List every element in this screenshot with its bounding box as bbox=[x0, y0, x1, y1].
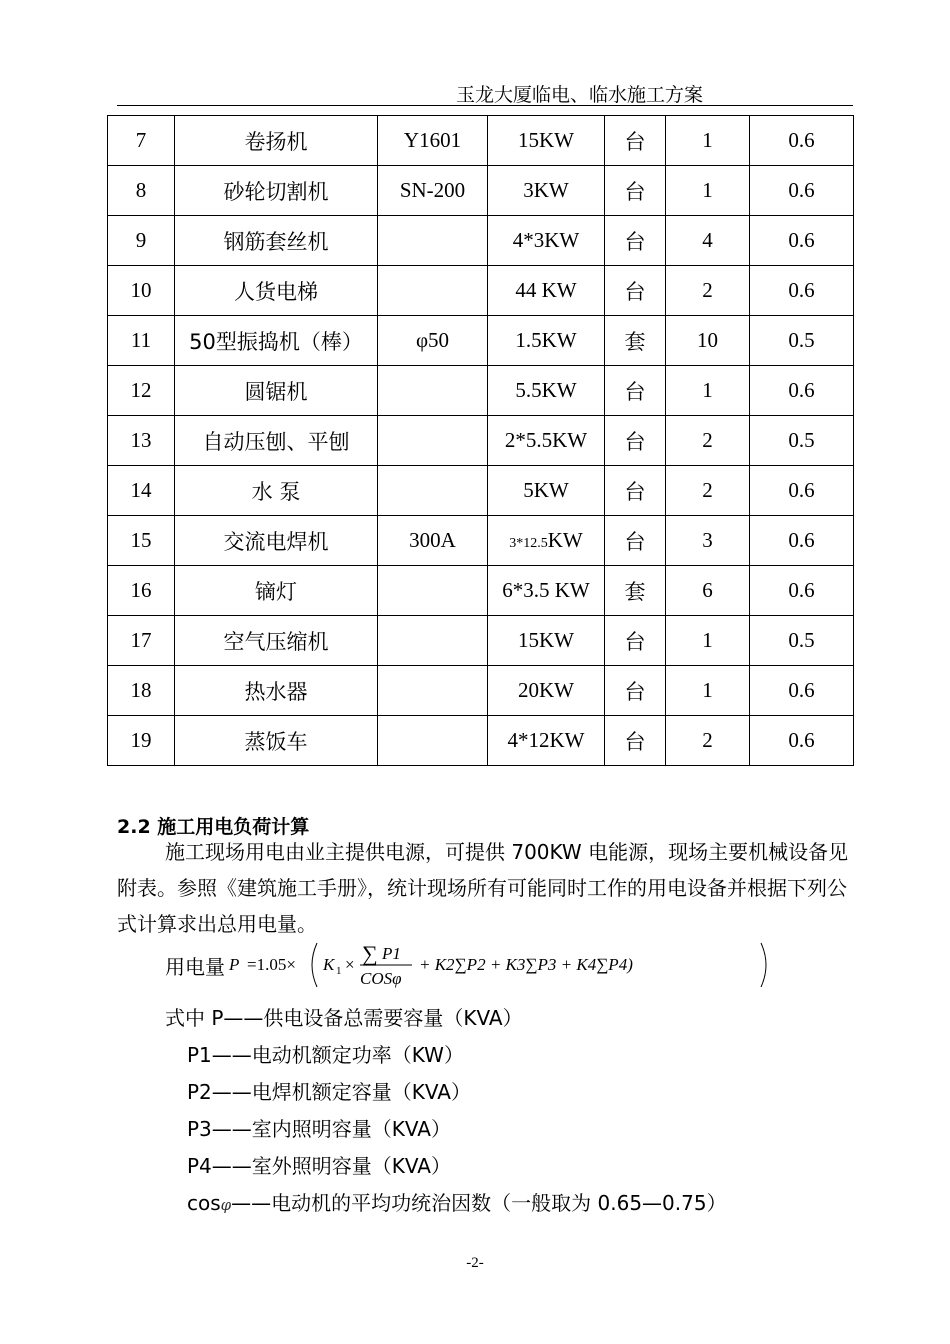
cell-number: 12 bbox=[108, 366, 175, 416]
cell-model bbox=[378, 566, 488, 616]
cell-power: 6*3.5 KW bbox=[488, 566, 605, 616]
definitions bbox=[165, 1000, 727, 1224]
cell-unit: 台 bbox=[605, 416, 666, 466]
cell-number: 18 bbox=[108, 666, 175, 716]
formula-k1: K bbox=[323, 955, 335, 974]
cell-quantity: 1 bbox=[666, 666, 750, 716]
power-unit: KW bbox=[547, 528, 583, 552]
cell-number: 10 bbox=[108, 266, 175, 316]
cell-equipment-name: 卷扬机 bbox=[175, 116, 378, 166]
cell-power: 44 KW bbox=[488, 266, 605, 316]
cell-coefficient: 0.6 bbox=[750, 566, 854, 616]
cell-coefficient: 0.6 bbox=[750, 116, 854, 166]
cell-equipment-name: 50型振捣机（棒） bbox=[175, 316, 378, 366]
cell-power: 5.5KW bbox=[488, 366, 605, 416]
page-header-title: 玉龙大厦临电、临水施工方案 bbox=[455, 84, 703, 106]
table-row bbox=[108, 466, 854, 516]
cell-equipment-name: 交流电焊机 bbox=[175, 516, 378, 566]
cell-quantity: 2 bbox=[666, 266, 750, 316]
table-row bbox=[108, 516, 854, 566]
cell-equipment-name: 圆锯机 bbox=[175, 366, 378, 416]
table-row bbox=[108, 366, 854, 416]
cell-number: 19 bbox=[108, 716, 175, 766]
cell-coefficient: 0.6 bbox=[750, 216, 854, 266]
cell-unit: 台 bbox=[605, 116, 666, 166]
cell-quantity: 3 bbox=[666, 516, 750, 566]
power-value-small: 3*12.5 bbox=[509, 536, 548, 551]
table-row bbox=[108, 566, 854, 616]
cell-power: 5KW bbox=[488, 466, 605, 516]
cell-model: Y1601 bbox=[378, 116, 488, 166]
cell-unit: 台 bbox=[605, 266, 666, 316]
equipment-table bbox=[107, 115, 854, 766]
cell-equipment-name: 热水器 bbox=[175, 666, 378, 716]
cell-power: 20KW bbox=[488, 666, 605, 716]
cell-quantity: 1 bbox=[666, 366, 750, 416]
cell-model bbox=[378, 666, 488, 716]
header-rule bbox=[117, 105, 853, 106]
cell-model bbox=[378, 466, 488, 516]
cell-coefficient: 0.6 bbox=[750, 266, 854, 316]
table-row bbox=[108, 166, 854, 216]
cell-quantity: 10 bbox=[666, 316, 750, 366]
cell-quantity: 1 bbox=[666, 616, 750, 666]
cell-number: 8 bbox=[108, 166, 175, 216]
formula-numerator: P1 bbox=[382, 944, 401, 963]
cell-quantity: 1 bbox=[666, 116, 750, 166]
formula-times: × bbox=[345, 955, 355, 974]
cell-equipment-name: 砂轮切割机 bbox=[175, 166, 378, 216]
formula-k1-sub: 1 bbox=[336, 965, 342, 977]
cos-prefix: cos bbox=[187, 1191, 221, 1215]
definition-p4: P4——室外照明容量（KVA） bbox=[187, 1154, 451, 1178]
table-row bbox=[108, 616, 854, 666]
cell-number: 9 bbox=[108, 216, 175, 266]
cell-unit: 台 bbox=[605, 466, 666, 516]
cell-coefficient: 0.5 bbox=[750, 416, 854, 466]
cell-number: 14 bbox=[108, 466, 175, 516]
power-formula bbox=[165, 935, 787, 995]
cell-power bbox=[488, 516, 605, 566]
cell-number: 11 bbox=[108, 316, 175, 366]
cell-quantity: 2 bbox=[666, 716, 750, 766]
cell-equipment-name: 水 泵 bbox=[175, 466, 378, 516]
cell-model bbox=[378, 216, 488, 266]
cell-unit: 台 bbox=[605, 216, 666, 266]
cell-number: 13 bbox=[108, 416, 175, 466]
cell-model: 300A bbox=[378, 516, 488, 566]
cell-unit: 台 bbox=[605, 666, 666, 716]
cell-model bbox=[378, 616, 488, 666]
cell-power: 15KW bbox=[488, 616, 605, 666]
equipment-table-body bbox=[108, 116, 854, 766]
cell-model bbox=[378, 416, 488, 466]
cell-equipment-name: 镝灯 bbox=[175, 566, 378, 616]
formula-eq: =1.05× bbox=[247, 955, 296, 974]
cell-power: 2*5.5KW bbox=[488, 416, 605, 466]
cell-quantity: 6 bbox=[666, 566, 750, 616]
formula-expression bbox=[227, 935, 787, 995]
definition-cos bbox=[165, 1185, 727, 1224]
cell-model bbox=[378, 716, 488, 766]
table-row bbox=[108, 666, 854, 716]
cell-power: 15KW bbox=[488, 116, 605, 166]
table-row bbox=[108, 216, 854, 266]
formula-p: P bbox=[229, 955, 240, 974]
cell-quantity: 2 bbox=[666, 416, 750, 466]
formula-denominator: COSφ bbox=[360, 969, 402, 988]
cell-equipment-name: 人货电梯 bbox=[175, 266, 378, 316]
cell-equipment-name: 空气压缩机 bbox=[175, 616, 378, 666]
cell-unit: 台 bbox=[605, 716, 666, 766]
cell-number: 16 bbox=[108, 566, 175, 616]
table-row bbox=[108, 266, 854, 316]
definition-p: 式中 P——供电设备总需要容量（KVA） bbox=[165, 1006, 523, 1030]
section-paragraph: 施工现场用电由业主提供电源，可提供 700KW 电能源，现场主要机械设备见附表。参照《建筑施工手册》，统计现场所有可能同时工作的用电设备并根据下列公式计算求出总用电量。 bbox=[117, 840, 849, 936]
cell-coefficient: 0.5 bbox=[750, 616, 854, 666]
cell-equipment-name: 蒸饭车 bbox=[175, 716, 378, 766]
cell-equipment-name: 自动压刨、平刨 bbox=[175, 416, 378, 466]
cell-unit: 台 bbox=[605, 366, 666, 416]
cell-coefficient: 0.6 bbox=[750, 716, 854, 766]
definition-p1: P1——电动机额定功率（KW） bbox=[187, 1043, 464, 1067]
cell-power: 1.5KW bbox=[488, 316, 605, 366]
cell-unit: 台 bbox=[605, 616, 666, 666]
cell-number: 15 bbox=[108, 516, 175, 566]
formula-sigma: ∑ bbox=[362, 941, 378, 966]
table-row bbox=[108, 116, 854, 166]
right-paren bbox=[761, 943, 766, 987]
cell-coefficient: 0.6 bbox=[750, 666, 854, 716]
cell-unit: 套 bbox=[605, 566, 666, 616]
formula-label: 用电量 bbox=[165, 954, 225, 979]
table-row bbox=[108, 316, 854, 366]
cell-coefficient: 0.6 bbox=[750, 166, 854, 216]
cell-model bbox=[378, 266, 488, 316]
cell-coefficient: 0.6 bbox=[750, 516, 854, 566]
cos-text: ——电动机的平均功统治因数（一般取为 0.65—0.75） bbox=[231, 1191, 727, 1215]
cell-number: 17 bbox=[108, 616, 175, 666]
cos-phi-symbol: φ bbox=[220, 1196, 232, 1214]
cell-coefficient: 0.5 bbox=[750, 316, 854, 366]
formula-rest: + K2∑P2 + K3∑P3 + K4∑P4) bbox=[419, 955, 633, 974]
cell-equipment-name: 钢筋套丝机 bbox=[175, 216, 378, 266]
cell-quantity: 1 bbox=[666, 166, 750, 216]
cell-model bbox=[378, 366, 488, 416]
cell-power: 4*3KW bbox=[488, 216, 605, 266]
left-paren bbox=[312, 943, 317, 987]
table-row bbox=[108, 716, 854, 766]
table-row bbox=[108, 416, 854, 466]
definition-p3: P3——室内照明容量（KVA） bbox=[187, 1117, 451, 1141]
cell-number: 7 bbox=[108, 116, 175, 166]
cell-coefficient: 0.6 bbox=[750, 366, 854, 416]
cell-coefficient: 0.6 bbox=[750, 466, 854, 516]
page-number: -2- bbox=[466, 1255, 484, 1271]
definition-p2: P2——电焊机额定容量（KVA） bbox=[187, 1080, 471, 1104]
cell-unit: 套 bbox=[605, 316, 666, 366]
cell-model: SN-200 bbox=[378, 166, 488, 216]
cell-power: 4*12KW bbox=[488, 716, 605, 766]
cell-unit: 台 bbox=[605, 516, 666, 566]
cell-quantity: 4 bbox=[666, 216, 750, 266]
cell-power: 3KW bbox=[488, 166, 605, 216]
cell-model: φ50 bbox=[378, 316, 488, 366]
section-title: 2.2 施工用电负荷计算 bbox=[117, 816, 310, 838]
cell-unit: 台 bbox=[605, 166, 666, 216]
cell-quantity: 2 bbox=[666, 466, 750, 516]
